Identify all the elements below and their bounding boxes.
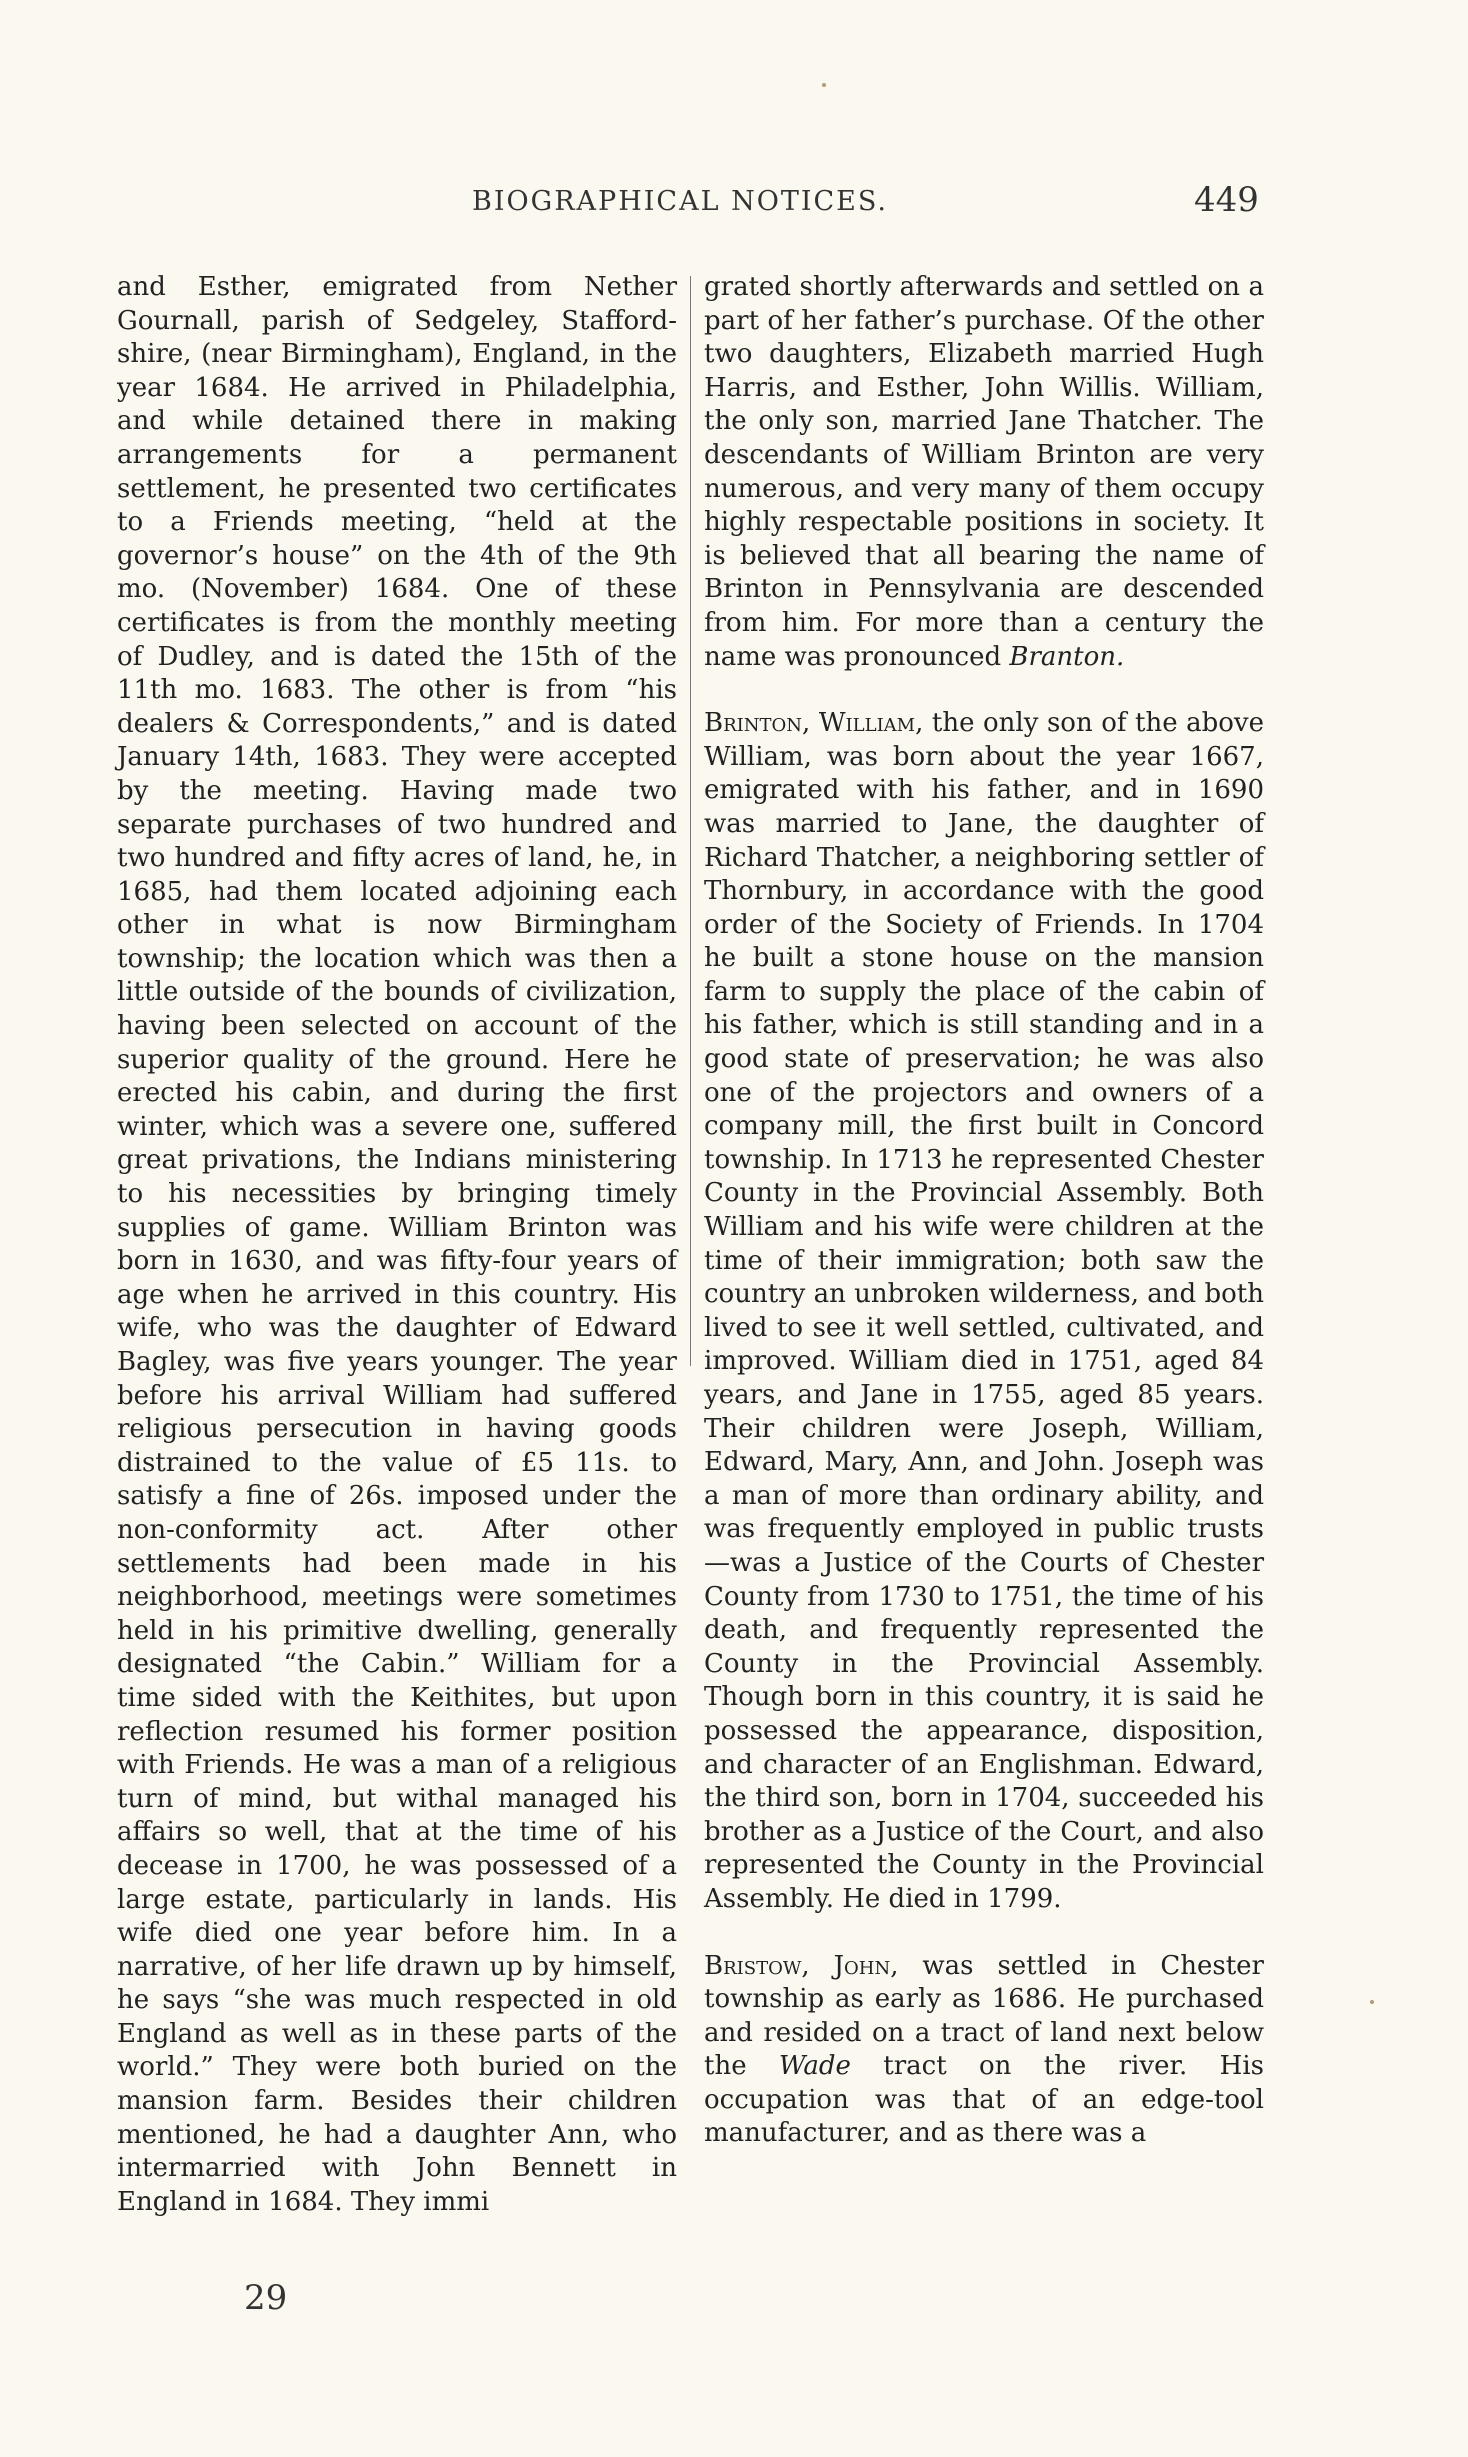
signature-mark: 29 [244, 2278, 288, 2318]
entry-heading: Bristow, John, [704, 1950, 899, 1981]
entry-italic: Wade [778, 2051, 851, 2082]
paper-speck [1370, 2000, 1374, 2004]
entry-body: the only son of the above William, was born about the year 1667, emigrated with his father, and in 1690 was married to Jane, the daughter of Richard Thatcher, a neighboring settler of Thornbury, in accordance with the good order of the Society of Friends. In 1704 he built a stone house on the mansion farm to supply the place of the cabin of his father, which is still standing and in a good state of preservation; he was also one of the projectors and owners of a company mill, the first built in Concord township. In 1713 he represented Chester County in the Provincial Assembly. Both William and his wife were children at the time of their immigration; both saw the country an unbroken wilderness, and both lived to see it well settled, cultivated, and improved. William died in 1751, aged 84 years, and Jane in 1755, aged 85 years. Their children were Joseph, William, Edward, Mary, Ann, and John. Joseph was a man of more than ordinary ability, and was frequently employed in public trusts—was a Justice of the Courts of Chester County from 1730 to 1751, the time of his death, and frequently represented the County in the Provincial Assembly. Though born in this country, it is said he possessed the appearance, disposition, and character of an Englishman. Edward, the third son, born in 1704, succeeded his brother as a Justice of the Court, and also represented the County in the Provincial Assembly. He died in 1799. [704, 708, 1264, 1914]
column-rule [690, 276, 691, 1366]
entry-bristow-john [704, 1950, 1264, 2152]
page-header [0, 180, 1468, 226]
running-head: BIOGRAPHICAL NOTICES. [472, 186, 889, 217]
right-column [704, 271, 1264, 2151]
left-column [117, 271, 677, 2219]
left-paragraph: and Esther, emigrated from Nether Gournall, parish of Sedgeley, Staffordshire, (near Birmingham), England, in the year 1684. He arrived in Philadelphia, and while detained there in making arrangements for a permanent settlement, he presented two certificates to a Friends meeting, “held at the governor’s house” on the 4th of the 9th mo. (November) 1684. One of these certificates is from the monthly meeting of Dudley, and is dated the 15th of the 11th mo. 1683. The other is from “his dealers & Correspondents,” and is dated January 14th, 1683. They were accepted by the meeting. Having made two separate purchases of two hundred and two hundred and fifty acres of land, he, in 1685, had them located adjoining each other in what is now Birmingham township; the location which was then a little outside of the bounds of civilization, having been selected on account of the superior quality of the ground. Here he erected his cabin, and during the first winter, which was a severe one, suffered great privations, the Indians ministering to his necessities by bringing timely supplies of game. William Brinton was born in 1630, and was fifty-four years of age when he arrived in this country. His wife, who was the daughter of Edward Bagley, was five years younger. The year before his arrival William had suffered religious persecution in having goods distrained to the value of £5 11s. to satisfy a fine of 26s. imposed under the non-conformity act. After other settlements had been made in his neighborhood, meetings were sometimes held in his primitive dwelling, generally designated “the Cabin.” William for a time sided with the Keithites, but upon reflection resumed his former position with Friends. He was a man of a religious turn of mind, but withal managed his affairs so well, that at the time of his decease in 1700, he was possessed of a large estate, particularly in lands. His wife died one year before him. In a narrative, of her life drawn up by himself, he says “she was much respected in old England as well as in these parts of the world.” They were both buried on the mansion farm. Besides their children mentioned, he had a daughter Ann, who intermarried with John Bennett in England in 1684. They immi [117, 272, 677, 2217]
entry-body: was settled in Chester township as early as 1686. He purchased and resided on a tract of land next below the [704, 1950, 1264, 2082]
continuation-italic: Branton. [1009, 641, 1125, 672]
entry-brinton-william [704, 707, 1264, 1916]
page-number: 449 [1194, 180, 1259, 220]
entry-body-end: tract on the river. His occupation was that of an edge-tool manufacturer, and as there was a [704, 2051, 1264, 2149]
entry-heading: Brinton, William, [704, 708, 924, 739]
continuation-paragraph [704, 271, 1264, 674]
continuation-text: grated shortly afterwards and settled on a part of her father’s purchase. Of the other two daughters, Elizabeth married Hugh Harris, and Esther, John Willis. William, the only son, married Jane Thatcher. The descendants of William Brinton are very numerous, and very many of them occupy highly respectable positions in society. It is believed that all bearing the name of Brinton in Pennsylvania are descended from him. For more than a century the name was pronounced [704, 272, 1264, 672]
paper-speck [822, 83, 826, 87]
